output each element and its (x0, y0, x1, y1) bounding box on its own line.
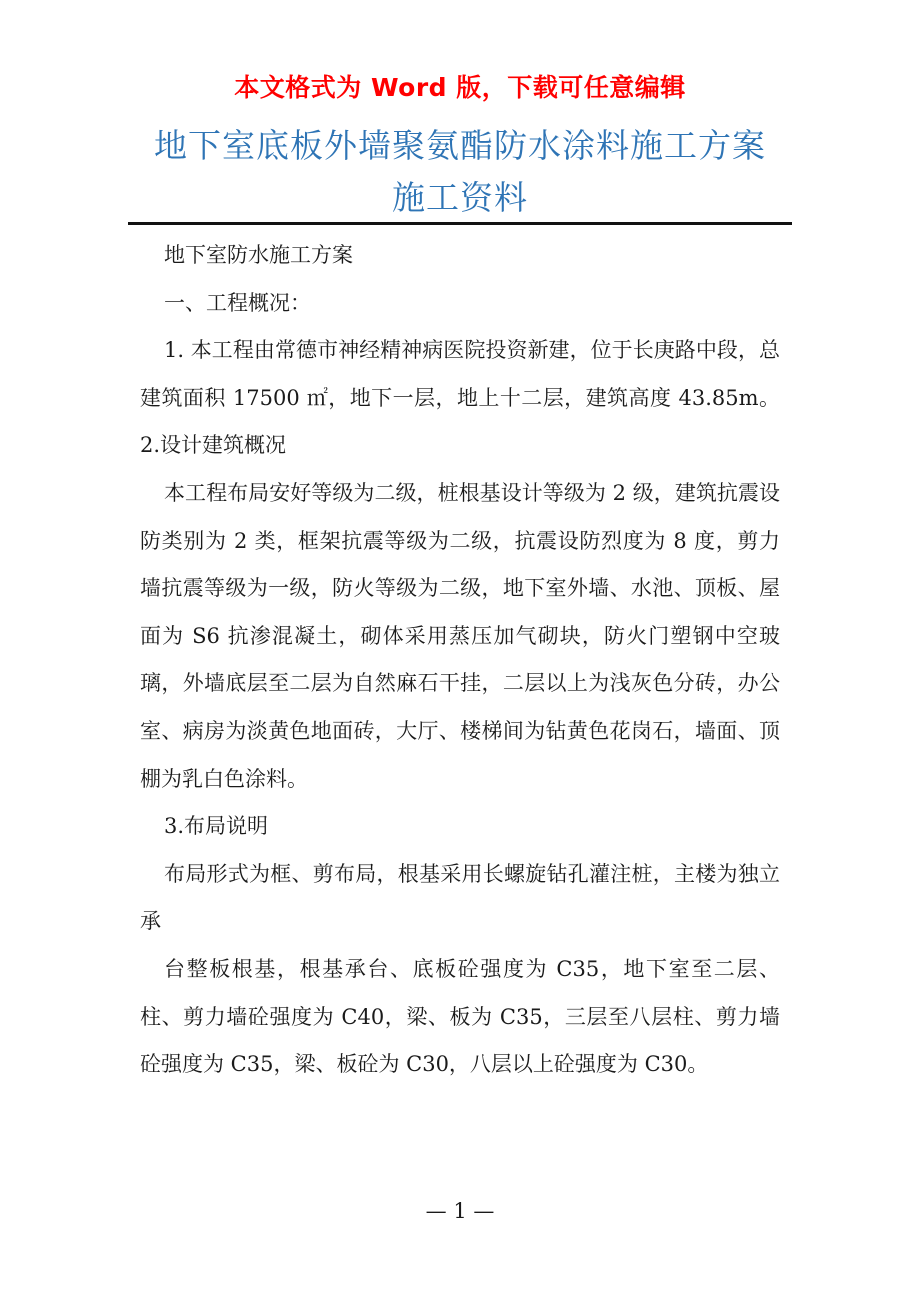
title-line-2: 施工资料 (392, 178, 528, 217)
paragraph: 本工程布局安好等级为二级，桩根基设计等级为 2 级，建筑抗震设防类别为 2 类，框架抗震等级为二级，抗震设防烈度为 8 度，剪力墙抗震等级为一级，防火等级为二级，地下室外墙、水池、顶板、屋面为 S6 抗渗混凝土，砌体采用蒸压加气砌块，防火门塑钢中空玻璃，外墙底层至二层为自然麻石干挂，二层以上为浅灰色分砖，办公室、病房为淡黄色地面砖，大厅、楼梯间为钻黄色花岗石，墙面、顶棚为乳白色涂料。 (140, 480, 780, 791)
header-divider (128, 222, 792, 225)
document-body (140, 232, 780, 1089)
document-title (0, 120, 920, 224)
paragraph: 台整板根基，根基承台、底板砼强度为 C35，地下室至二层、柱、剪力墙砼强度为 C40，梁、板为 C35，三层至八层柱、剪力墙砼强度为 C35，梁、板砼为 C30，八层以上砼强度为 C30。 (140, 956, 780, 1077)
paragraph: 1. 本工程由常德市神经精神病医院投资新建，位于长庚路中段，总建筑面积 17500 ㎡，地下一层，地上十二层，建筑高度 43.85m。 2.设计建筑概况 (140, 338, 780, 458)
page-number: — 1 — (425, 1199, 495, 1223)
subsection-heading: 3.布局说明 (164, 814, 269, 839)
paragraph: 布局形式为框、剪布局，根基采用长螺旋钻孔灌注桩，主楼为独立承 (140, 861, 780, 934)
format-notice: 本文格式为 Word 版，下载可任意编辑 (234, 73, 686, 102)
section-heading: 地下室防水施工方案 (164, 243, 353, 267)
subsection-heading: 一、工程概况： (164, 290, 311, 315)
title-line-1: 地下室底板外墙聚氨酯防水涂料施工方案 (154, 126, 766, 165)
